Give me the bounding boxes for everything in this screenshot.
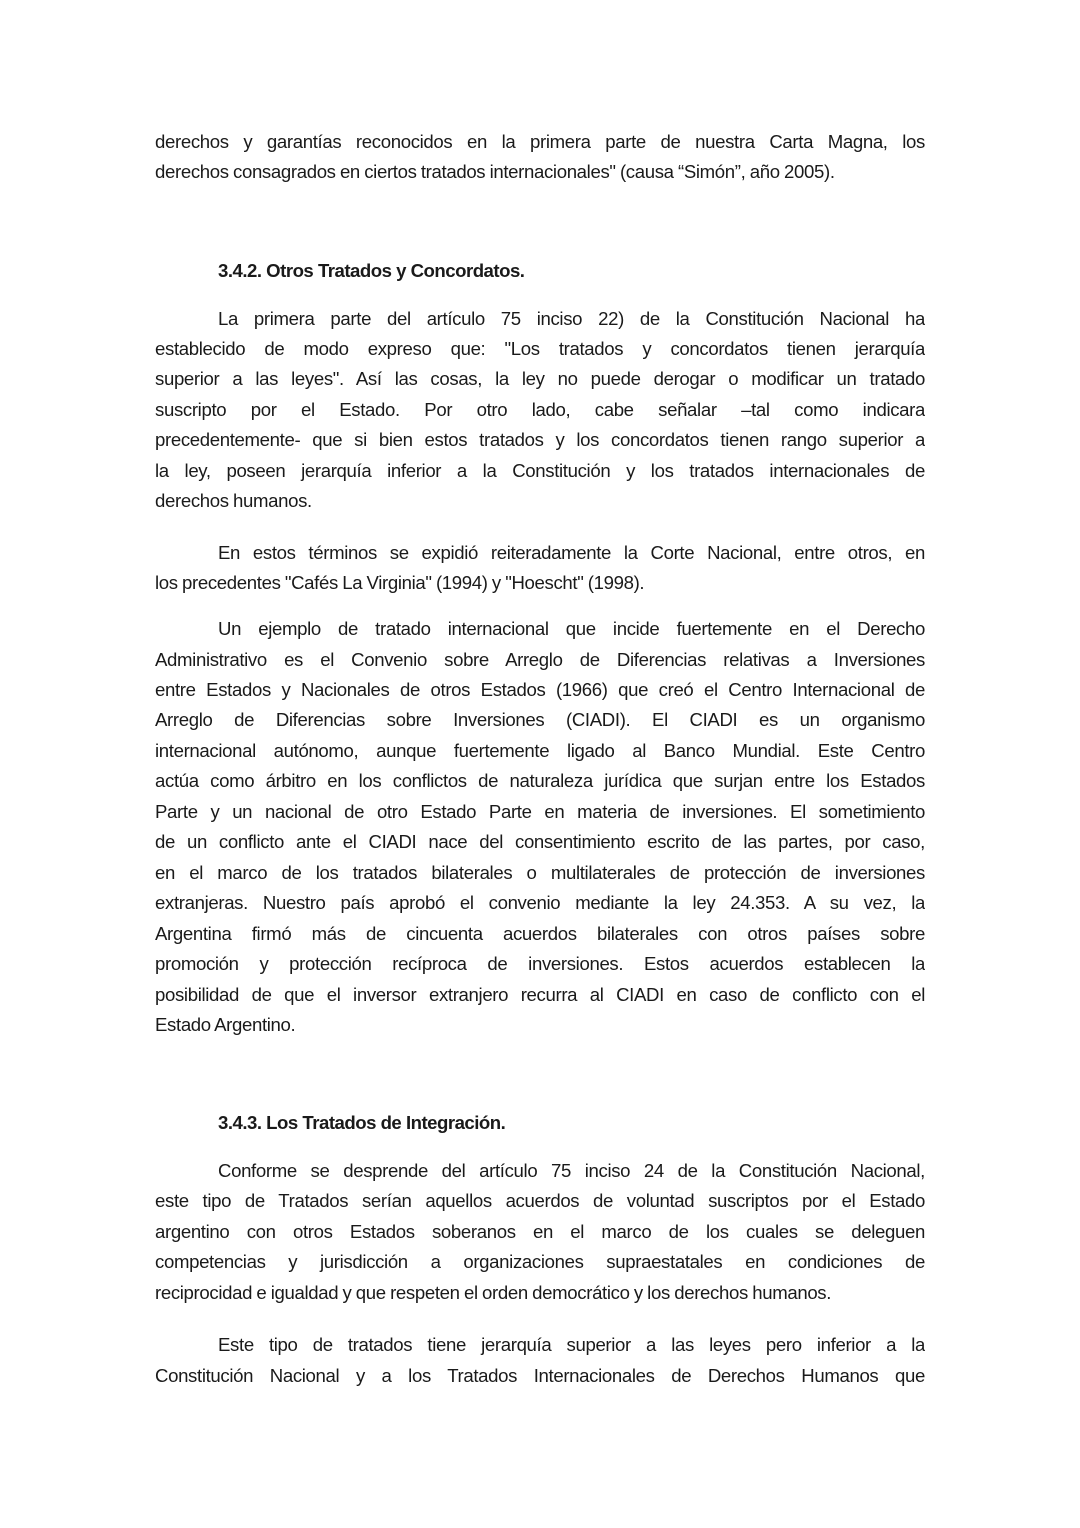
paragraph-line: establecido de modo expreso que: "Los tratados y concordatos tienen jerarquía	[155, 338, 925, 359]
paragraph-line: derechos consagrados en ciertos tratados internacionales" (causa “Simón”, año 2005).	[155, 161, 835, 182]
paragraph-line: Estado Argentino.	[155, 1014, 296, 1035]
paragraph-line: Este tipo de tratados tiene jerarquía superior a las leyes pero inferior a la	[218, 1334, 925, 1355]
paragraph-line: derechos humanos.	[155, 490, 312, 511]
paragraph-line: actúa como árbitro en los conflictos de naturaleza jurídica que surjan entre los Estados	[155, 770, 925, 791]
paragraph-line: suscripto por el Estado. Por otro lado, cabe señalar –tal como indicara	[155, 399, 925, 420]
paragraph-line: este tipo de Tratados serían aquellos acuerdos de voluntad suscriptos por el Estado	[155, 1190, 925, 1211]
paragraph-line: promoción y protección recíproca de inversiones. Estos acuerdos establecen la	[155, 953, 925, 974]
section-heading-3-4-2: 3.4.2. Otros Tratados y Concordatos.	[218, 260, 525, 281]
paragraph-line: extranjeras. Nuestro país aprobó el convenio mediante la ley 24.353. A su vez, la	[155, 892, 925, 913]
paragraph-line: en el marco de los tratados bilaterales o multilaterales de protección de inversiones	[155, 862, 925, 883]
paragraph-line: precedentemente- que si bien estos tratados y los concordatos tienen rango superior a	[155, 429, 925, 450]
paragraph-line: Parte y un nacional de otro Estado Parte en materia de inversiones. El sometimiento	[155, 801, 925, 822]
paragraph-line: reciprocidad e igualdad y que respeten el orden democrático y los derechos humanos.	[155, 1282, 832, 1303]
paragraph-line: Argentina firmó más de cincuenta acuerdos bilaterales con otros países sobre	[155, 923, 925, 944]
paragraph-line: competencias y jurisdicción a organizaciones supraestatales en condiciones de	[155, 1251, 925, 1272]
paragraph-line: derechos y garantías reconocidos en la primera parte de nuestra Carta Magna, los	[155, 131, 925, 152]
paragraph-line: internacional autónomo, aunque fuertemente ligado al Banco Mundial. Este Centro	[155, 740, 925, 761]
paragraph-line: de un conflicto ante el CIADI nace del consentimiento escrito de las partes, por caso,	[155, 831, 925, 852]
paragraph-line: los precedentes "Cafés La Virginia" (1994) y "Hoescht" (1998).	[155, 572, 645, 593]
section-heading-3-4-3: 3.4.3. Los Tratados de Integración.	[218, 1112, 506, 1133]
paragraph-line: Conforme se desprende del artículo 75 inciso 24 de la Constitución Nacional,	[218, 1160, 925, 1181]
paragraph-line: entre Estados y Nacionales de otros Estados (1966) que creó el Centro Internacional de	[155, 679, 925, 700]
paragraph-line: La primera parte del artículo 75 inciso 22) de la Constitución Nacional ha	[218, 308, 925, 329]
paragraph-line: superior a las leyes". Así las cosas, la ley no puede derogar o modificar un tratado	[155, 368, 925, 389]
paragraph-line: Administrativo es el Convenio sobre Arreglo de Diferencias relativas a Inversiones	[155, 649, 925, 670]
paragraph-line: Arreglo de Diferencias sobre Inversiones (CIADI). El CIADI es un organismo	[155, 709, 925, 730]
paragraph-line: argentino con otros Estados soberanos en el marco de los cuales se deleguen	[155, 1221, 925, 1242]
paragraph-line: posibilidad de que el inversor extranjero recurra al CIADI en caso de conflicto con el	[155, 984, 925, 1005]
paragraph-line: Un ejemplo de tratado internacional que incide fuertemente en el Derecho	[218, 618, 925, 639]
paragraph-line: En estos términos se expidió reiteradamente la Corte Nacional, entre otros, en	[218, 542, 925, 563]
paragraph-line: la ley, poseen jerarquía inferior a la Constitución y los tratados internacionales de	[155, 460, 925, 481]
paragraph-line: Constitución Nacional y a los Tratados Internacionales de Derechos Humanos que	[155, 1365, 925, 1386]
